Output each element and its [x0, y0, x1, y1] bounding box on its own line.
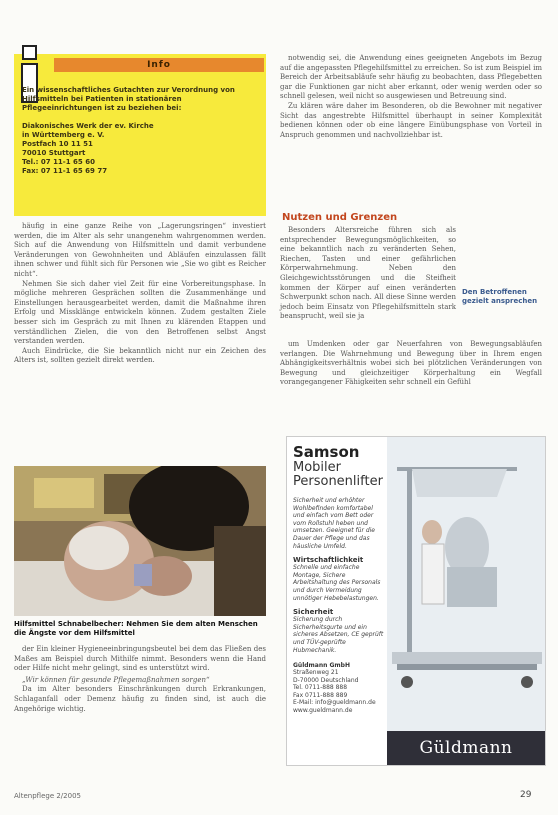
paragraph: Da im Alter besonders Einschränkungen durch Erkrankungen, Schlaganfall oder Demenz häufig zu finden sind, ist auch die Angehörige wichtig. — [14, 685, 266, 713]
photo-illustration — [14, 466, 266, 616]
ad-text-column — [293, 443, 385, 759]
paragraph: Besonders Altersreiche führen sich als entsprechender Bewegungsmöglichkeiten, so eine bekanntlich nach zu veränderten Sehen, Riechen, Tasten und einer gefährlichen Körperwahrnehmung. Neben den Gleichgewichtsstörungen und die Steifheit kommen der Körper auf einen veränderten Schwerpunkt schon nach. All diese Sinne werden jedoch beim Einsatz von Pflegehilfsmitteln stark beansprucht, weil sie ja — [280, 226, 456, 321]
info-address — [22, 122, 260, 176]
right-column-low-text — [280, 340, 542, 388]
ad-logo-bar — [387, 731, 545, 765]
page-number: 29 — [520, 790, 532, 800]
right-column-top-text — [280, 54, 542, 140]
ad-product-name: Mobiler Personenlifter — [293, 460, 383, 489]
ad-feature-heading: Wirtschaftlichkeit — [293, 556, 364, 565]
ad-brand: Samson — [293, 443, 360, 461]
paragraph: Nehmen Sie sich daher viel Zeit für eine Vorbereitungsphase. In mögliche mehreren Gesprächen sollten die Zusammenhänge und Einstellungen herausgearbeitet werden, damit die Maßnahme ihren Erfolg und Missklänge entwickeln können. Zudem gestalten Ziele besser sich im Gespräch zu mit Ihnen zu klärenden Etappen und verständlichen Zielen, die von den Betroffenen selbst Angst verstanden werden. — [14, 279, 266, 346]
ad-feature — [293, 608, 385, 654]
footer-publication: Altenpflege 2/2005 — [14, 792, 81, 800]
info-title: Info — [54, 58, 264, 72]
ad-company-line: www.gueldmann.de — [293, 707, 353, 715]
ad-company-line: D-70000 Deutschland — [293, 676, 359, 684]
paragraph: Auch Eindrücke, die Sie bekanntlich nicht nur ein Zeichen des Alters ist, sollten gezielt direkt werden. — [14, 346, 266, 365]
ad-intro: Sicherheit und erhöhter Wohlbefinden komfortabel und einfach vom Bett oder vom Rollstuhl heben und umsetzen. Geeignet für die Dauer der Pflege und das häusliche Umfeld. — [293, 497, 375, 550]
section-heading: Nutzen und Grenzen — [282, 212, 398, 223]
right-column-mid-text — [280, 226, 456, 322]
ad-company-line: Fax 0711-888 889 — [293, 691, 348, 699]
advertisement — [286, 436, 546, 766]
ad-company-line: Tel. 0711-888 888 — [293, 684, 348, 692]
ad-company: Güldmann GmbH — [293, 662, 350, 670]
left-column-top-text — [14, 222, 266, 366]
address-line: Tel.: 07 11-1 65 60 — [22, 158, 95, 166]
gueldmann-logo: Güldmann — [419, 738, 513, 758]
address-line: Diakonisches Werk der ev. Kirche — [22, 122, 154, 130]
address-line: in Württemberg e. V. — [22, 131, 105, 139]
ad-feature-heading: Sicherheit — [293, 608, 334, 617]
address-line: Postfach 10 11 51 — [22, 140, 93, 148]
paragraph: der Ein kleiner Hygieneeinbringungsbeutel bei dem das Fließen des Maßes am Beispiel durch Mithilfe nimmt. Besonders wenn die Hand oder Hilfe nicht mehr gelingt, sind es unterstützt wird. — [14, 645, 266, 673]
subheading: „Wir können für gesunde Pflegemaßnahmen sorgen“ — [22, 675, 210, 684]
paragraph: Zu klären wäre daher im Besonderen, ob die Bewohner mit negativer Sicht das angestrebte Hilfsmittel überhaupt in seiner Komplexität bedienen können oder ob eine längere Einübungsphase von Vorteil in Anspruch genommen und nachvollziehbar ist. — [280, 101, 542, 139]
ad-company-line: Straßenweg 21 — [293, 669, 339, 677]
margin-note: Den Betroffenen gezielt ansprechen — [462, 288, 538, 305]
info-box — [14, 54, 266, 216]
photo-caption: Hilfsmittel Schnabelbecher: Nehmen Sie dem alten Menschen die Ängste vor dem Hilfsmittel — [14, 620, 258, 637]
address-line: Fax: 07 11-1 65 69 77 — [22, 167, 108, 175]
info-description: Ein wissenschaftliches Gutachten zur Verordnung von Hilfsmitteln bei Patienten in stationären Pflegeeinrichtungen ist zu beziehen bei: — [22, 86, 235, 112]
ad-feature — [293, 556, 385, 602]
address-line: 70010 Stuttgart — [22, 149, 86, 157]
paragraph: notwendig sei, die Anwendung eines geeigneten Angebots im Bezug auf die angepassten Pflegehilfsmittel zu erreichen. So ist zum Beispiel im Bereich der Arbeitsabläufe sehr häufig zu beobachten, dass Pflegebetten gar die Funktionen gar nicht aber erkannt, oder wenig werden oder so schnell gelesen, weil nicht so ausgewiesen und Betreuung sind. — [280, 54, 542, 101]
ad-company-block — [293, 662, 385, 715]
ad-feature-text: Sicherung durch Sicherheitsgurte und ein sicheres Absetzen, CE geprüft und TÜV-geprüfte Hubmechanik. — [293, 616, 384, 654]
ad-feature-text: Schnelle und einfache Montage, Sichere Arbeitshaltung des Personals und durch Vermeidung unnötiger Hebebelastungen. — [293, 564, 381, 602]
paragraph: häufig in eine ganze Reihe von „Lagerungsringen“ investiert werden, die im Alter als sehr unangenehm wahrgenommen werden. Sich auf die Anwendung von Hilfsmitteln und damit verbundene Veränderungen von Gewohnheiten und Abläufen einzulassen fällt ihnen schwer und fühlt sich für Personen wie „Sie wo gibt es Reicher nicht“. — [14, 222, 266, 278]
ad-company-line: E-Mail: info@gueldmann.de — [293, 699, 376, 707]
article-photo — [14, 466, 266, 616]
left-column-bottom-text — [14, 645, 266, 714]
ad-lifter-image — [387, 437, 545, 731]
paragraph: um Umdenken oder gar Neuerfahren von Bewegungsabläufen verlangen. Die Wahrnehmung und Bewegung über in Ihrem engen Abhängigkeitsverhältnis wobei sich bei plötzlichen Veränderungen von Bewegung und gleichzeitiger Körperhaltung ein Wegfall vorangegangener Fähigkeiten sehr schnell ein Gefühl — [280, 340, 542, 387]
